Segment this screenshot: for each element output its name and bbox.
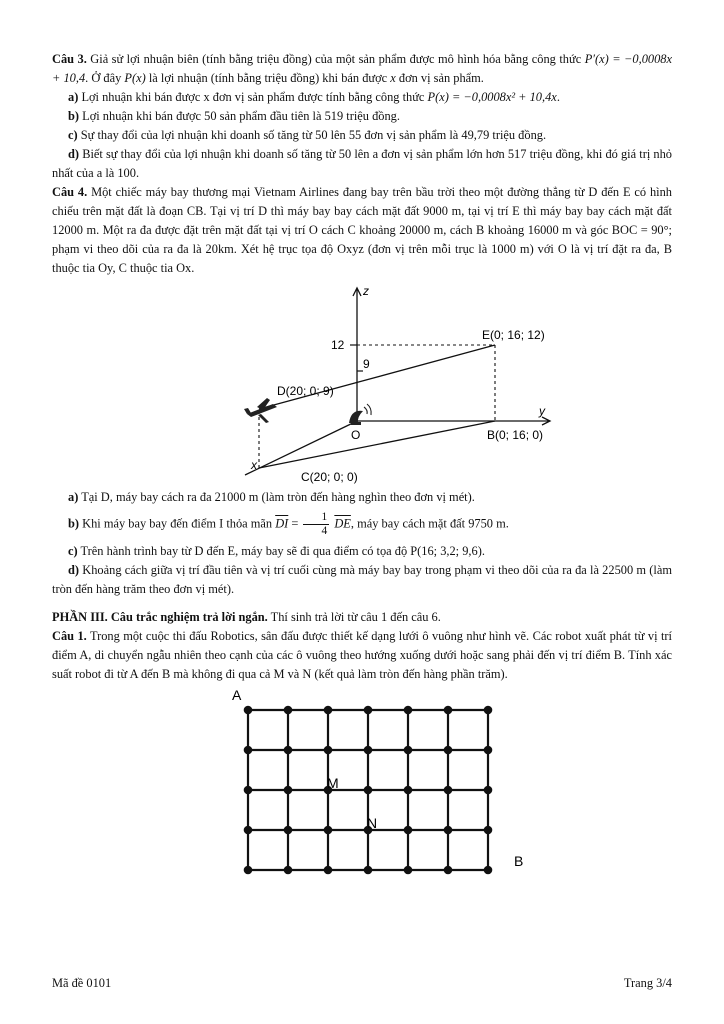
- z-label: z: [363, 284, 369, 298]
- grid-node: [444, 746, 453, 755]
- grid-node: [404, 826, 413, 835]
- grid-node: [324, 706, 333, 715]
- exam-code: Mã đề 0101: [52, 976, 112, 990]
- grid-label-b: B: [514, 853, 524, 869]
- q4-statement-b: b) Khi máy bay bay đến điểm I thỏa mãn $\overline{DI}$ = $\frac{1}{4}$ $\overline{DE}$, máy bay cách mặt đất 9750 m.: [68, 511, 509, 537]
- grid-node: [284, 746, 293, 755]
- grid-node: [484, 746, 493, 755]
- part3-heading: PHẦN III. Câu trắc nghiệm trả lời ngắn. Thí sinh trả lời từ câu 1 đến câu 6.: [52, 610, 441, 624]
- exam-page: [52, 50, 672, 882]
- grid-node: [284, 826, 293, 835]
- flight-path-figure: [217, 283, 557, 485]
- grid-node: [364, 746, 373, 755]
- grid-node: [244, 826, 253, 835]
- grid-node: [364, 866, 373, 875]
- grid-node: [324, 866, 333, 875]
- q3-statement-d: d) Biết sự thay đổi của lợi nhuận khi doanh số tăng từ 50 lên a đơn vị sản phẩm lớn hơn 517 triệu đồng, khi đó giá trị nhỏ nhất của a là 100.: [52, 147, 672, 180]
- point-c-label: C(20; 0; 0): [301, 470, 358, 484]
- grid-node: [444, 706, 453, 715]
- q3-statement-b: b) Lợi nhuận khi bán được 50 sản phẩm đầu tiên là 519 triệu đồng.: [68, 109, 400, 123]
- q4-label: Câu 4.: [52, 185, 88, 199]
- grid-label-m: M: [327, 775, 339, 791]
- grid-label-a: A: [232, 687, 242, 703]
- grid-node: [244, 786, 253, 795]
- q3-intro: Câu 3. Giả sử lợi nhuận biên (tính bằng triệu đồng) của một sản phẩm được mô hình hóa bằng công thức P′(x) = −0,0008x + 10,4. Ở đây P(x) là lợi nhuận (tính bằng triệu đồng) khi bán được x đơn vị sản phẩm.: [52, 52, 672, 85]
- grid-node: [244, 866, 253, 875]
- y-label: y: [539, 404, 545, 418]
- grid-node: [484, 706, 493, 715]
- q3-statement-c: c) Sự thay đổi của lợi nhuận khi doanh số tăng từ 50 lên 55 đơn vị sản phẩm là 49,79 triệu đồng.: [68, 128, 547, 142]
- grid-node: [404, 706, 413, 715]
- q3-statement-a: a) Lợi nhuận khi bán được x đơn vị sản phẩm được tính bằng công thức P(x) = −0,0008x² + 10,4x.: [68, 90, 560, 104]
- grid-node: [404, 866, 413, 875]
- part3-title: PHẦN III. Câu trắc nghiệm trả lời ngắn.: [52, 610, 268, 624]
- grid-node: [364, 706, 373, 715]
- grid-node: [444, 826, 453, 835]
- page-number: Trang 3/4: [623, 976, 672, 990]
- grid-node: [244, 746, 253, 755]
- grid-node: [404, 786, 413, 795]
- q4-statement-d: d) Khoảng cách giữa vị trí đầu tiên và vị trí cuối cùng mà máy bay bay trong phạm vi theo dõi của ra đa là 22500 m (làm tròn đến hàng trăm theo đơn vị mét).: [52, 563, 672, 596]
- grid-node: [284, 706, 293, 715]
- q4-statement-c: c) Trên hành trình bay từ D đến E, máy bay sẽ đi qua điểm có tọa độ P(16; 3,2; 9,6).: [68, 544, 485, 558]
- grid-node: [484, 786, 493, 795]
- grid-node: [484, 826, 493, 835]
- grid-node: [444, 786, 453, 795]
- grid-node: [284, 786, 293, 795]
- q4-statement-a: a) Tại D, máy bay cách ra đa 21000 m (làm tròn đến hàng nghìn theo đơn vị mét).: [68, 490, 475, 504]
- grid-node: [244, 706, 253, 715]
- grid-node: [444, 866, 453, 875]
- grid-label-n: N: [367, 815, 378, 831]
- origin-label: O: [351, 428, 361, 442]
- grid-node: [324, 826, 333, 835]
- page-footer: [52, 976, 672, 991]
- q3-profit-formula: P(x) = −0,0008x² + 10,4x: [427, 90, 557, 104]
- point-e-label: E(0; 16; 12): [482, 328, 545, 342]
- point-d-label: D(20; 0; 9): [277, 384, 334, 398]
- q3-label: Câu 3.: [52, 52, 87, 66]
- x-label: x: [251, 458, 257, 472]
- grid-node: [404, 746, 413, 755]
- point-b-label: B(0; 16; 0): [487, 428, 544, 442]
- q4-intro: Câu 4. Một chiếc máy bay thương mại Vietnam Airlines đang bay trên bầu trời theo một đường thẳng từ D đến E có hình chiếu trên mặt đất là đoạn CB. Tại vị trí D thì máy bay bay cách mặt đất 9000 m, tại vị trí E thì máy bay bay cách mặt đất 12000 m. Một ra đa được đặt trên mặt đất tại vị trí O cách C khoảng 20000 m, cách B khoảng 16000 m và góc BOC = 90°; phạm vi theo dõi của ra đa là 20km. Xét hệ trục tọa độ Oxyz (đơn vị trên mỗi trục là 1000 m) với O là vị trí đặt ra đa, B thuộc tia Oy, C thuộc tia Ox.: [52, 185, 672, 275]
- one-quarter-fraction: $\frac{1}{4}$: [303, 511, 329, 538]
- grid-node: [364, 786, 373, 795]
- q1-text: Câu 1. Trong một cuộc thi đấu Robotics, sân đấu được thiết kế dạng lưới ô vuông như hình vẽ. Các robot xuất phát từ vị trí điểm A, di chuyển ngẫu nhiên theo cạnh của các ô vuông theo hướng xuống dưới hoặc sang phải đến vị trí điểm B. Tính xác suất robot đi từ A đến B mà không đi qua cả M và N (kết quả làm tròn đến hàng phần trăm).: [52, 629, 672, 681]
- grid-node: [324, 746, 333, 755]
- grid-node: [484, 866, 493, 875]
- q3-marginal-formula: P′(x) = −0,0008x + 10,4: [52, 52, 672, 85]
- z-value-9: 9: [363, 357, 370, 371]
- z-value-12: 12: [331, 338, 345, 352]
- q1-label: Câu 1.: [52, 629, 87, 643]
- grid-node: [284, 866, 293, 875]
- robot-grid-figure: [230, 686, 530, 882]
